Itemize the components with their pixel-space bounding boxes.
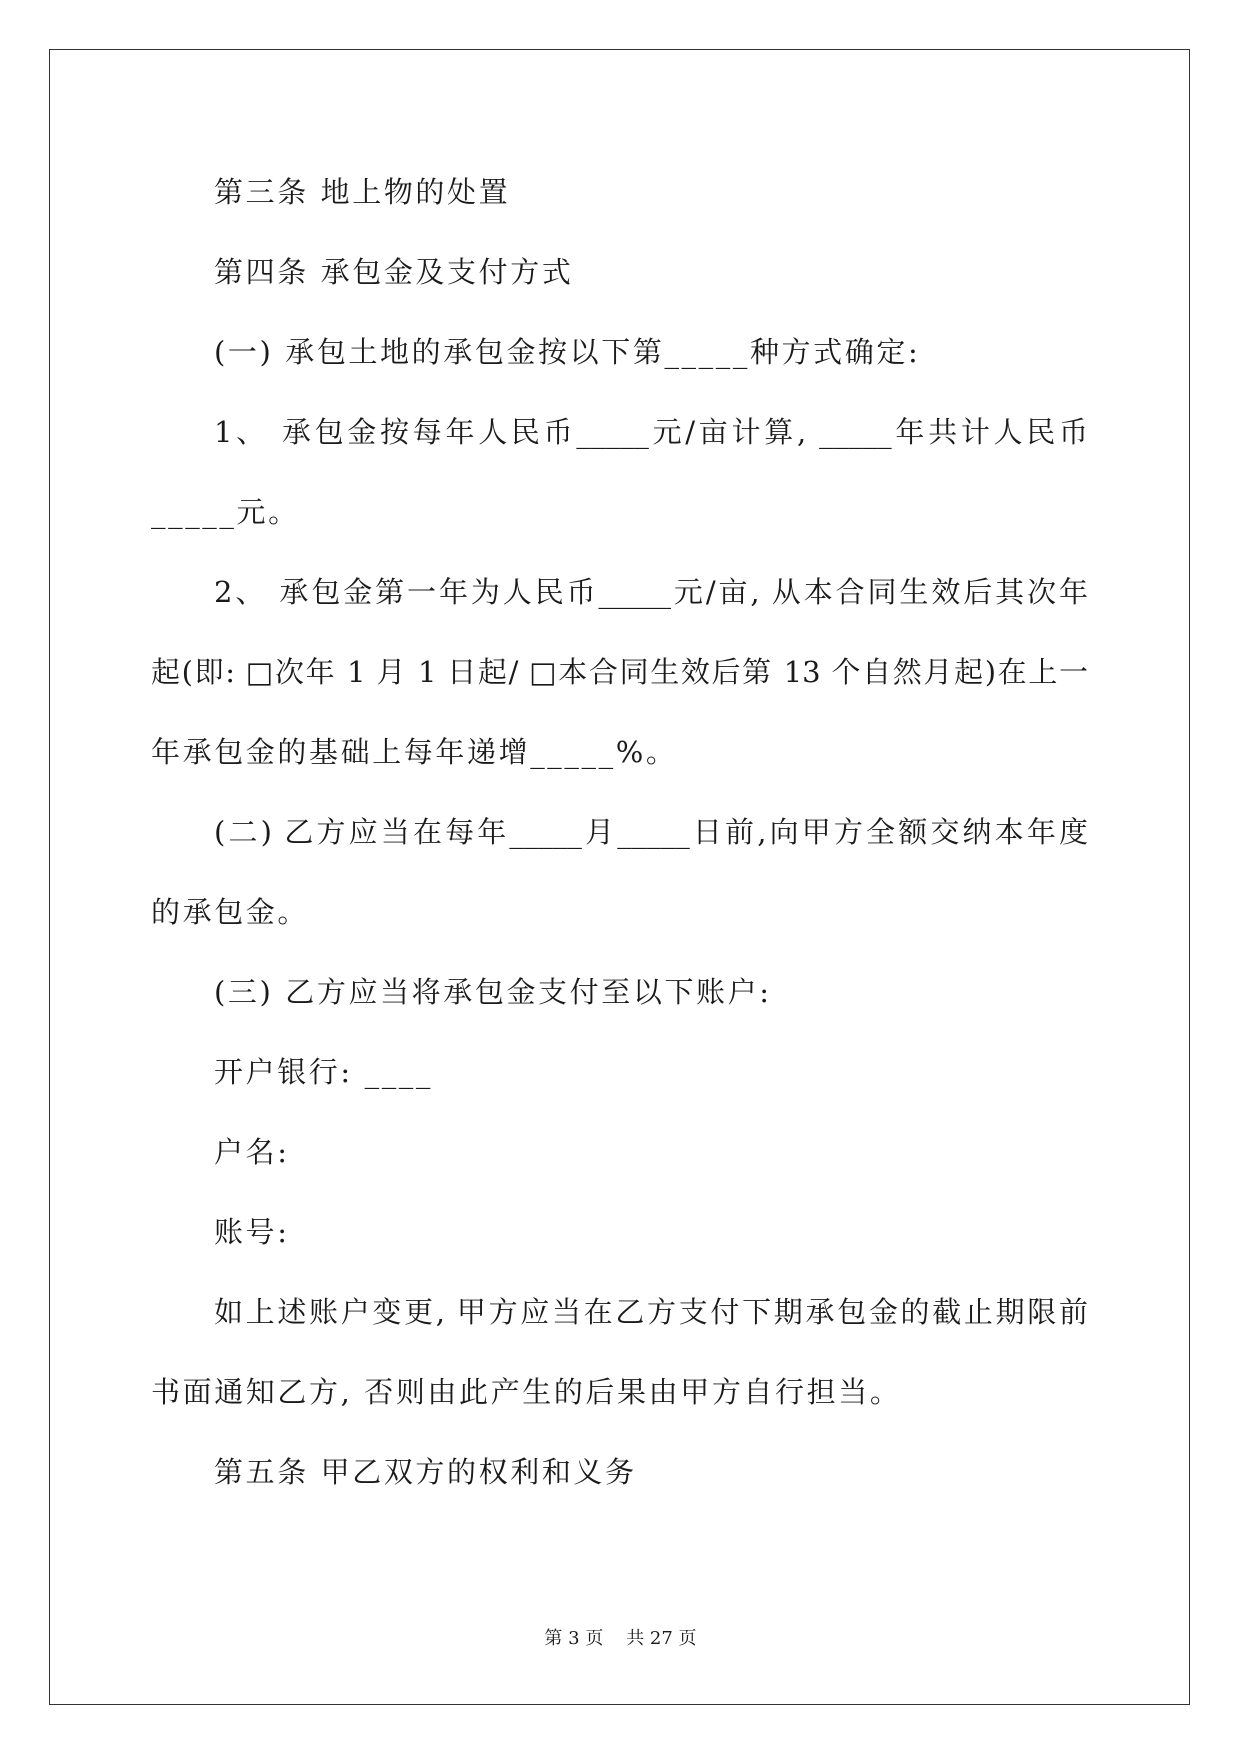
- article-4-heading: 第四条 承包金及支付方式: [214, 255, 574, 289]
- option-2-line-2: 起(即: □次年 1 月 1 日起/ □本合同生效后第 13 个自然月起)在上一: [151, 655, 1088, 689]
- option-2-line-3: 年承包金的基础上每年递增_____%。: [151, 735, 678, 769]
- option-2-line-1: 2、 承包金第一年为人民币_____元/亩, 从本合同生效后其次年: [214, 575, 1088, 609]
- bank-name-line: 开户银行: ____: [214, 1055, 433, 1089]
- clause-2-line-1: (二) 乙方应当在每年_____月_____日前,向甲方全额交纳本年度: [214, 815, 1088, 849]
- account-number-line: 账号:: [214, 1215, 290, 1249]
- article-3-heading: 第三条 地上物的处置: [214, 175, 511, 209]
- option-1-line-2: _____元。: [151, 495, 300, 529]
- clause-2-line-2: 的承包金。: [151, 895, 310, 929]
- page-number-footer: 第 3 页 共 27 页: [544, 1628, 697, 1649]
- clause-1-line: (一) 承包土地的承包金按以下第_____种方式确定:: [214, 335, 921, 369]
- account-change-line-1: 如上述账户变更, 甲方应当在乙方支付下期承包金的截止期限前: [214, 1295, 1088, 1329]
- account-change-line-2: 书面通知乙方, 否则由此产生的后果由甲方自行担当。: [151, 1375, 902, 1409]
- account-name-line: 户名:: [214, 1135, 290, 1169]
- clause-3-line: (三) 乙方应当将承包金支付至以下账户:: [214, 975, 772, 1009]
- article-5-heading: 第五条 甲乙双方的权利和义务: [214, 1455, 637, 1489]
- option-1-line-1: 1、 承包金按每年人民币_____元/亩计算, _____年共计人民币: [214, 415, 1088, 449]
